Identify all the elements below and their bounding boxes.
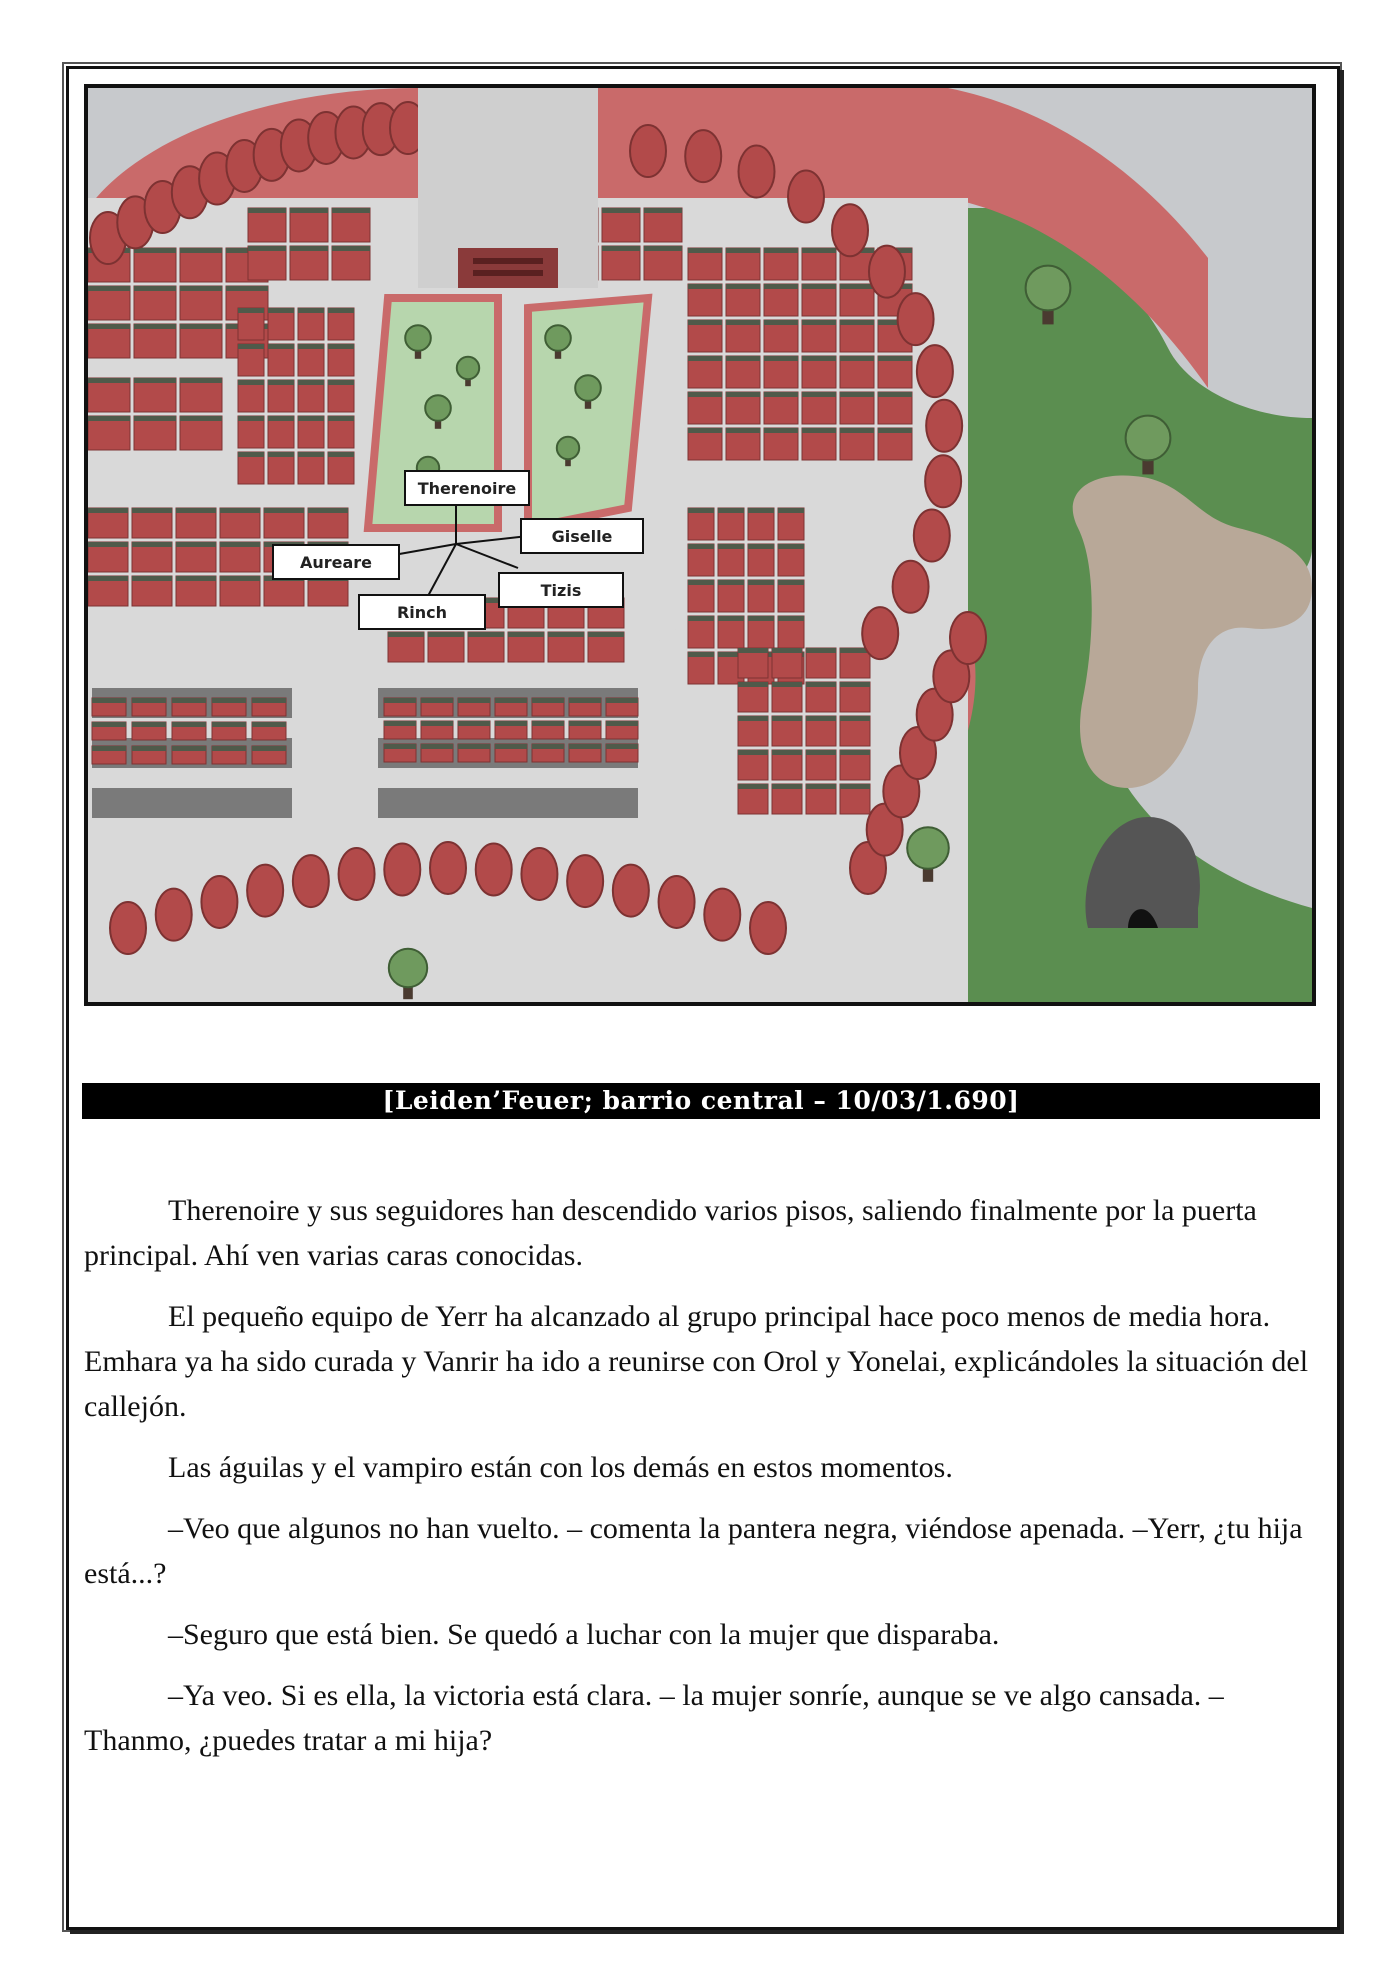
tower [613,865,649,917]
building-trim [495,721,527,726]
building-trim [298,344,324,349]
building-trim [458,721,490,726]
building-trim [726,248,760,253]
rowhouse [92,788,292,818]
building-trim [248,246,286,251]
map-label-tizis: Tizis [498,572,624,608]
building [644,208,682,242]
building-trim [532,721,564,726]
building-trim [328,380,354,385]
tower [898,293,934,345]
building-trim [802,248,836,253]
tower [156,889,192,941]
building-trim [840,682,870,687]
building-trim [212,746,246,751]
building-trim [252,722,286,727]
tree-crown [545,325,571,351]
building-trim [840,784,870,789]
tower [950,612,986,664]
building-trim [764,428,798,433]
building-trim [298,416,324,421]
building-trim [268,416,294,421]
tree-crown [1126,416,1171,461]
building [88,324,130,358]
building-trim [726,356,760,361]
building-trim [726,392,760,397]
building-trim [88,416,130,421]
building-trim [802,320,836,325]
tower [914,510,950,562]
building [290,246,328,280]
building-trim [421,744,453,749]
tower [476,844,512,896]
building [88,378,130,412]
building-trim [238,308,264,313]
tower [201,876,237,928]
building-trim [688,392,722,397]
building-trim [88,286,130,291]
tower [832,204,868,256]
building-trim [220,542,260,547]
building-trim [602,246,640,251]
building-trim [688,320,722,325]
building-trim [132,698,166,703]
building-trim [238,416,264,421]
building-trim [132,722,166,727]
building-trim [726,284,760,289]
temple [418,88,598,288]
building-trim [92,746,126,751]
building-trim [421,698,453,703]
building-trim [840,320,874,325]
building-trim [180,416,222,421]
building-trim [458,698,490,703]
building-trim [878,356,912,361]
building-trim [806,784,836,789]
building-trim [764,284,798,289]
map-label-rinch: Rinch [358,594,486,630]
building-trim [772,750,802,755]
building-trim [252,698,286,703]
scene-caption: [Leiden’Feuer; barrio central – 10/03/1.690] [82,1083,1320,1119]
building-trim [778,508,804,513]
tower [293,855,329,907]
building [134,248,176,282]
building-trim [132,508,172,513]
building-trim [806,682,836,687]
building-trim [718,544,744,549]
building-trim [176,542,216,547]
building-trim [806,648,836,653]
building-trim [172,722,206,727]
building [88,416,130,450]
building-trim [328,416,354,421]
building-trim [688,580,714,585]
paragraph: El pequeño equipo de Yerr ha alcanzado al grupo principal hace poco menos de media hora. Emhara ya ha sido curada y Vanrir ha ido a reunirse con Orol y Yonelai, explicándoles la situación del callejón. [84,1300,1309,1423]
building-trim [134,248,176,253]
building-trim [738,784,768,789]
tower [110,902,146,954]
building-trim [778,580,804,585]
tree-crown [1026,266,1071,311]
building-trim [688,544,714,549]
building [180,248,222,282]
building-trim [764,356,798,361]
building-trim [388,632,424,637]
building [644,246,682,280]
building-trim [688,284,722,289]
tower [630,125,666,177]
building-trim [588,632,624,637]
building-trim [421,721,453,726]
building-trim [602,208,640,213]
building-trim [718,508,744,513]
paragraph: –Veo que algunos no han vuelto. – comenta la pantera negra, viéndose apenada. –Yerr, ¿tu hija está...? [84,1512,1303,1590]
building-trim [176,576,216,581]
building-trim [88,324,130,329]
building-trim [298,380,324,385]
building-trim [134,324,176,329]
building-trim [738,716,768,721]
tower [339,848,375,900]
building-trim [688,248,722,253]
tower [704,889,740,941]
building-trim [172,698,206,703]
building-trim [548,632,584,637]
building-trim [212,722,246,727]
tower [893,561,929,613]
tower [384,844,420,896]
building-trim [248,208,286,213]
tower [788,171,824,223]
building-trim [428,632,464,637]
building-trim [92,722,126,727]
building-trim [180,286,222,291]
building-trim [738,682,768,687]
building-trim [508,632,544,637]
building-trim [840,716,870,721]
building-trim [688,508,714,513]
building-trim [802,392,836,397]
paragraph: –Seguro que está bien. Se quedó a luchar con la mujer que disparaba. [168,1618,1000,1651]
building-trim [88,378,130,383]
building-trim [688,356,722,361]
building-trim [738,648,768,653]
building-trim [212,698,246,703]
building-trim [764,392,798,397]
building [290,208,328,242]
tree-crown [575,375,601,401]
tower [521,848,557,900]
building-trim [458,744,490,749]
building [332,246,370,280]
building-trim [252,746,286,751]
building-trim [384,744,416,749]
tower [869,246,905,298]
building-trim [332,246,370,251]
building-trim [88,542,128,547]
building-trim [384,698,416,703]
building-trim [840,356,874,361]
building-trim [328,308,354,313]
building-trim [220,508,260,513]
building-trim [840,392,874,397]
building-trim [134,378,176,383]
building [88,286,130,320]
building-trim [180,248,222,253]
city-map [84,84,1316,1006]
building-trim [532,744,564,749]
story-text [84,1188,1316,1779]
building-trim [88,508,128,513]
tower [567,855,603,907]
building-trim [802,356,836,361]
building-trim [802,428,836,433]
paragraph: –Ya veo. Si es ella, la victoria está clara. – la mujer sonríe, aunque se ve algo cansada. –Thanmo, ¿puedes tratar a mi hija? [84,1679,1224,1757]
building-trim [290,246,328,251]
building-trim [384,721,416,726]
building-trim [748,544,774,549]
building [134,378,176,412]
building-trim [532,698,564,703]
tower [750,902,786,954]
building [602,208,640,242]
map-label-therenoire: Therenoire [404,470,530,506]
building-trim [688,652,714,657]
building-trim [748,508,774,513]
building-trim [778,544,804,549]
building-trim [806,716,836,721]
building [134,416,176,450]
building-trim [718,580,744,585]
building [180,416,222,450]
building-trim [726,428,760,433]
building-trim [772,648,802,653]
tower [659,876,695,928]
building-trim [134,416,176,421]
building-trim [748,580,774,585]
building-trim [238,380,264,385]
tower [925,455,961,507]
building-trim [268,452,294,457]
building-trim [92,698,126,703]
building [180,324,222,358]
building-trim [268,344,294,349]
tower [430,842,466,894]
building-trim [748,616,774,621]
building-trim [328,452,354,457]
tower [862,607,898,659]
building-trim [840,428,874,433]
building-trim [180,378,222,383]
building-trim [264,508,304,513]
paragraph: Therenoire y sus seguidores han descendido varios pisos, saliendo finalmente por la puerta principal. Ahí ven varias caras conocidas. [84,1194,1257,1272]
building-trim [644,208,682,213]
rowhouse [378,788,638,818]
building-trim [180,324,222,329]
tree-crown [557,437,579,459]
building-trim [226,286,268,291]
building-trim [606,721,638,726]
building-trim [134,286,176,291]
building-trim [840,284,874,289]
building-trim [495,698,527,703]
building-trim [298,308,324,313]
building-trim [132,746,166,751]
building-trim [468,632,504,637]
building-trim [764,248,798,253]
building-trim [688,616,714,621]
tree-crown [907,827,949,869]
building-trim [176,508,216,513]
building-trim [806,750,836,755]
building [248,208,286,242]
building-trim [569,721,601,726]
building-trim [772,716,802,721]
tower [917,345,953,397]
tower [685,130,721,182]
building-trim [778,616,804,621]
tree-crown [405,325,431,351]
tree-crown [389,949,427,987]
building-trim [569,698,601,703]
building-trim [132,576,172,581]
paragraph: Las águilas y el vampiro están con los demás en estos momentos. [168,1451,953,1484]
building-trim [840,750,870,755]
building-trim [332,208,370,213]
building-trim [772,784,802,789]
building-trim [88,576,128,581]
building [248,246,286,280]
building-trim [238,452,264,457]
building-trim [298,452,324,457]
building-trim [718,616,744,621]
building-trim [726,320,760,325]
building-trim [268,308,294,313]
building-trim [878,428,912,433]
building-trim [290,208,328,213]
tower [247,865,283,917]
building-trim [569,744,601,749]
building-trim [644,246,682,251]
building [602,246,640,280]
tower [926,400,962,452]
building-trim [238,344,264,349]
building-trim [772,682,802,687]
building-trim [606,744,638,749]
map-label-aureare: Aureare [272,544,400,580]
building [180,378,222,412]
tree-crown [425,395,451,421]
building-trim [606,698,638,703]
building-trim [328,344,354,349]
building-trim [802,284,836,289]
building [134,286,176,320]
building-trim [220,576,260,581]
building [180,286,222,320]
building-trim [132,542,172,547]
tower [739,146,775,198]
building [332,208,370,242]
building-trim [308,508,348,513]
tree-crown [457,357,479,379]
map-label-giselle: Giselle [520,518,644,554]
building-trim [268,380,294,385]
building-trim [764,320,798,325]
building-trim [878,392,912,397]
building-trim [495,744,527,749]
building-trim [738,750,768,755]
building-trim [172,746,206,751]
building [134,324,176,358]
building-trim [688,428,722,433]
